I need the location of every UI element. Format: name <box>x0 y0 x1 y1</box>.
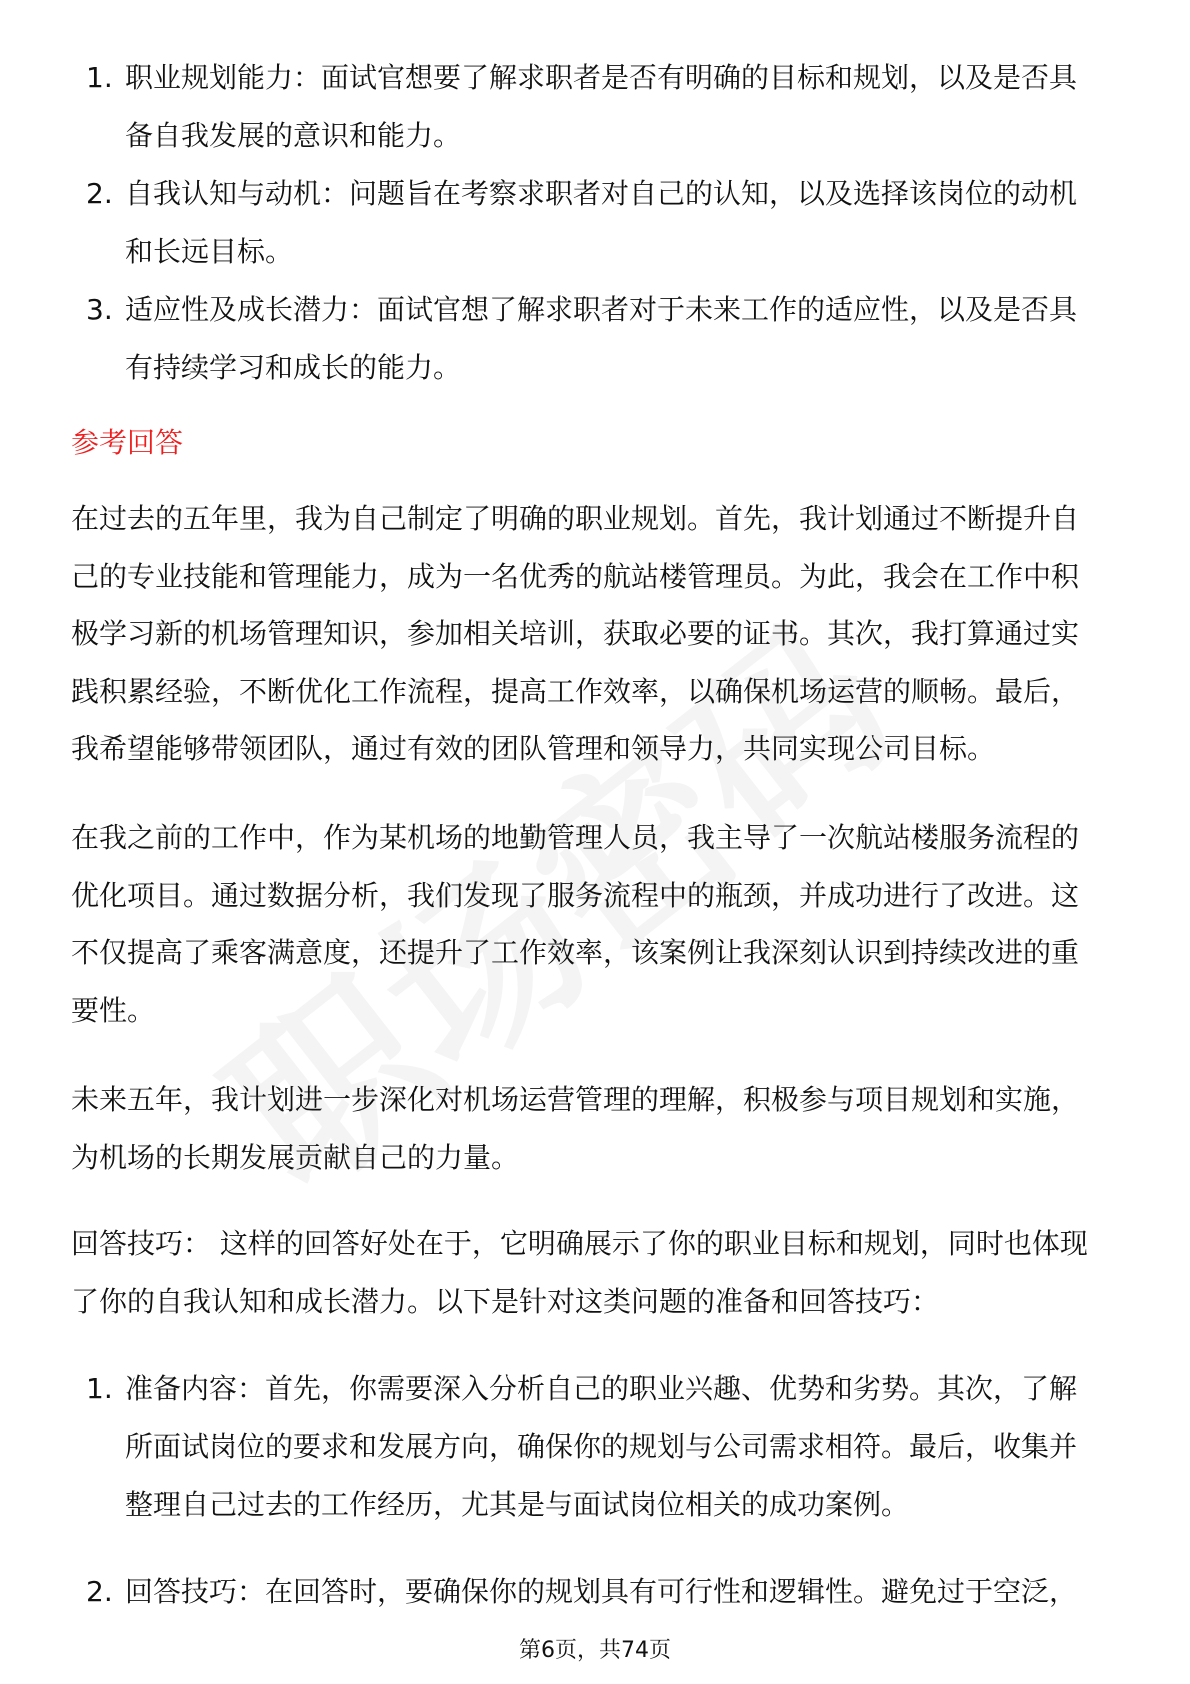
paragraph-line: 要性。 <box>71 993 156 1027</box>
list-number: 3. <box>86 293 113 326</box>
list-item-line: 有持续学习和成长的能力。 <box>125 351 462 384</box>
list-item-line: 回答技巧：在回答时，要确保你的规划具有可行性和逻辑性。避免过于空泛， <box>125 1575 1078 1608</box>
paragraph-line: 优化项目。通过数据分析，我们发现了服务流程中的瓶颈，并成功进行了改进。这 <box>71 878 1080 912</box>
page-footer: 第6页，共74页 <box>519 1638 671 1663</box>
list-item-line: 适应性及成长潜力：面试官想了解求职者对于未来工作的适应性，以及是否具 <box>125 293 1078 326</box>
paragraph-line: 在我之前的工作中，作为某机场的地勤管理人员，我主导了一次航站楼服务流程的 <box>71 821 1080 854</box>
list-item-line: 职业规划能力：面试官想要了解求职者是否有明确的目标和规划，以及是否具 <box>125 61 1078 94</box>
paragraph-line: 了你的自我认知和成长潜力。以下是针对这类问题的准备和回答技巧： <box>71 1284 940 1318</box>
paragraph-line: 己的专业技能和管理能力，成为一名优秀的航站楼管理员。为此，我会在工作中积 <box>71 559 1080 593</box>
paragraph-line: 回答技巧： 这样的回答好处在于，它明确展示了你的职业目标和规划，同时也体现 <box>71 1227 1088 1260</box>
list-item-line: 所面试岗位的要求和发展方向，确保你的规划与公司需求相符。最后，收集并 <box>125 1430 1078 1463</box>
paragraph-line: 未来五年，我计划进一步深化对机场运营管理的理解，积极参与项目规划和实施， <box>71 1083 1080 1116</box>
paragraph-line: 为机场的长期发展贡献自己的力量。 <box>71 1140 520 1174</box>
paragraph-line: 在过去的五年里，我为自己制定了明确的职业规划。首先，我计划通过不断提升自 <box>71 502 1080 535</box>
paragraph-line: 践积累经验，不断优化工作流程，提高工作效率，以确保机场运营的顺畅。最后， <box>71 674 1080 708</box>
section-heading: 参考回答 <box>71 426 184 459</box>
list-item-line: 和长远目标。 <box>125 235 294 268</box>
list-item-line: 备自我发展的意识和能力。 <box>125 119 462 152</box>
list-number: 2. <box>86 1575 113 1608</box>
list-number: 1. <box>86 61 113 94</box>
paragraph-line: 不仅提高了乘客满意度，还提升了工作效率，该案例让我深刻认识到持续改进的重 <box>71 936 1080 969</box>
list-number: 2. <box>86 177 113 210</box>
paragraph-line: 极学习新的机场管理知识，参加相关培训，获取必要的证书。其次，我打算通过实 <box>71 617 1080 650</box>
list-number: 1. <box>86 1372 113 1405</box>
list-item-line: 自我认知与动机：问题旨在考察求职者对自己的认知，以及选择该岗位的动机 <box>125 177 1078 210</box>
paragraph-line: 我希望能够带领团队，通过有效的团队管理和领导力，共同实现公司目标。 <box>71 732 996 765</box>
list-item-line: 准备内容：首先，你需要深入分析自己的职业兴趣、优势和劣势。其次，了解 <box>125 1372 1078 1405</box>
list-item-line: 整理自己过去的工作经历，尤其是与面试岗位相关的成功案例。 <box>125 1488 910 1521</box>
